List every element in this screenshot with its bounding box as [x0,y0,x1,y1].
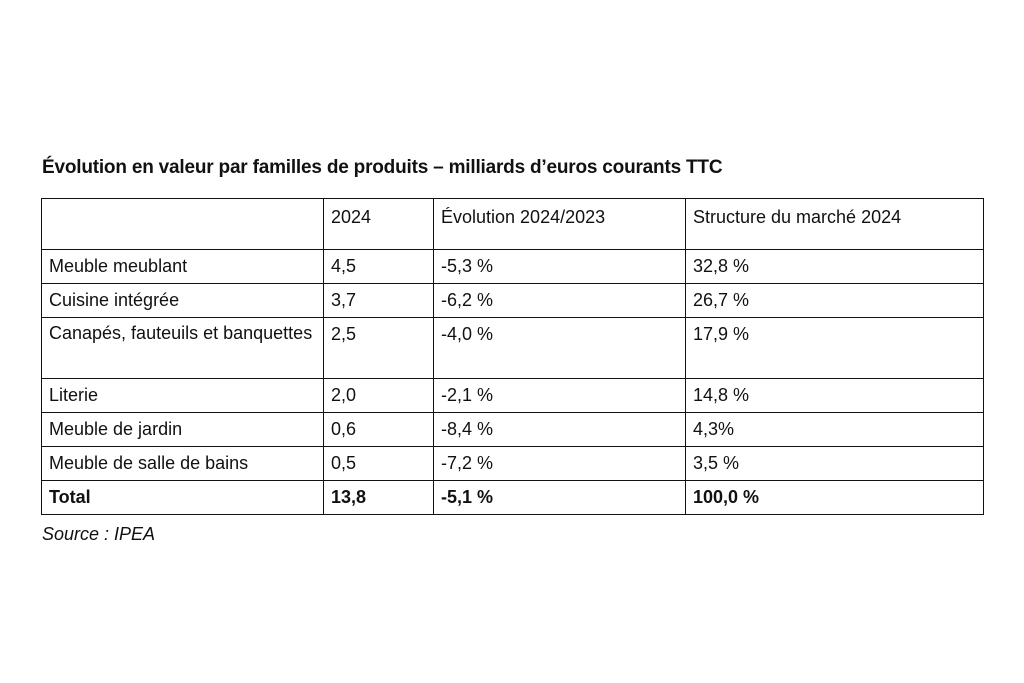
row-evolution: -6,2 % [434,284,686,318]
total-structure: 100,0 % [686,481,984,515]
total-value-2024: 13,8 [324,481,434,515]
row-label: Canapés, fauteuils et banquettes [42,318,324,379]
source-note: Source : IPEA [42,524,156,544]
table-row [42,413,984,447]
row-label: Literie [42,379,324,413]
row-evolution: -8,4 % [434,413,686,447]
row-evolution: -5,3 % [434,250,686,284]
table-row [42,250,984,284]
table-total-row [42,481,984,515]
row-label: Meuble meublant [42,250,324,284]
row-structure: 4,3% [686,413,984,447]
row-label: Meuble de salle de bains [42,447,324,481]
row-evolution: -7,2 % [434,447,686,481]
market-table [41,198,984,515]
row-structure: 32,8 % [686,250,984,284]
row-evolution: -2,1 % [434,379,686,413]
row-value-2024: 0,6 [324,413,434,447]
row-value-2024: 4,5 [324,250,434,284]
row-evolution: -4,0 % [434,318,686,379]
row-structure: 17,9 % [686,318,984,379]
row-value-2024: 2,5 [324,318,434,379]
row-structure: 26,7 % [686,284,984,318]
row-value-2024: 3,7 [324,284,434,318]
header-cell-2024: 2024 [324,199,434,250]
table-row [42,318,984,379]
row-structure: 14,8 % [686,379,984,413]
table-header-row [42,199,984,250]
total-label: Total [42,481,324,515]
table-row [42,447,984,481]
table-row [42,284,984,318]
header-cell-evolution: Évolution 2024/2023 [434,199,686,250]
table-title: Évolution en valeur par familles de produits – milliards d’euros courants TTC [42,157,723,178]
header-cell-structure: Structure du marché 2024 [686,199,984,250]
row-value-2024: 2,0 [324,379,434,413]
header-cell-empty [42,199,324,250]
table-row [42,379,984,413]
total-evolution: -5,1 % [434,481,686,515]
row-value-2024: 0,5 [324,447,434,481]
row-label: Cuisine intégrée [42,284,324,318]
row-structure: 3,5 % [686,447,984,481]
row-label: Meuble de jardin [42,413,324,447]
